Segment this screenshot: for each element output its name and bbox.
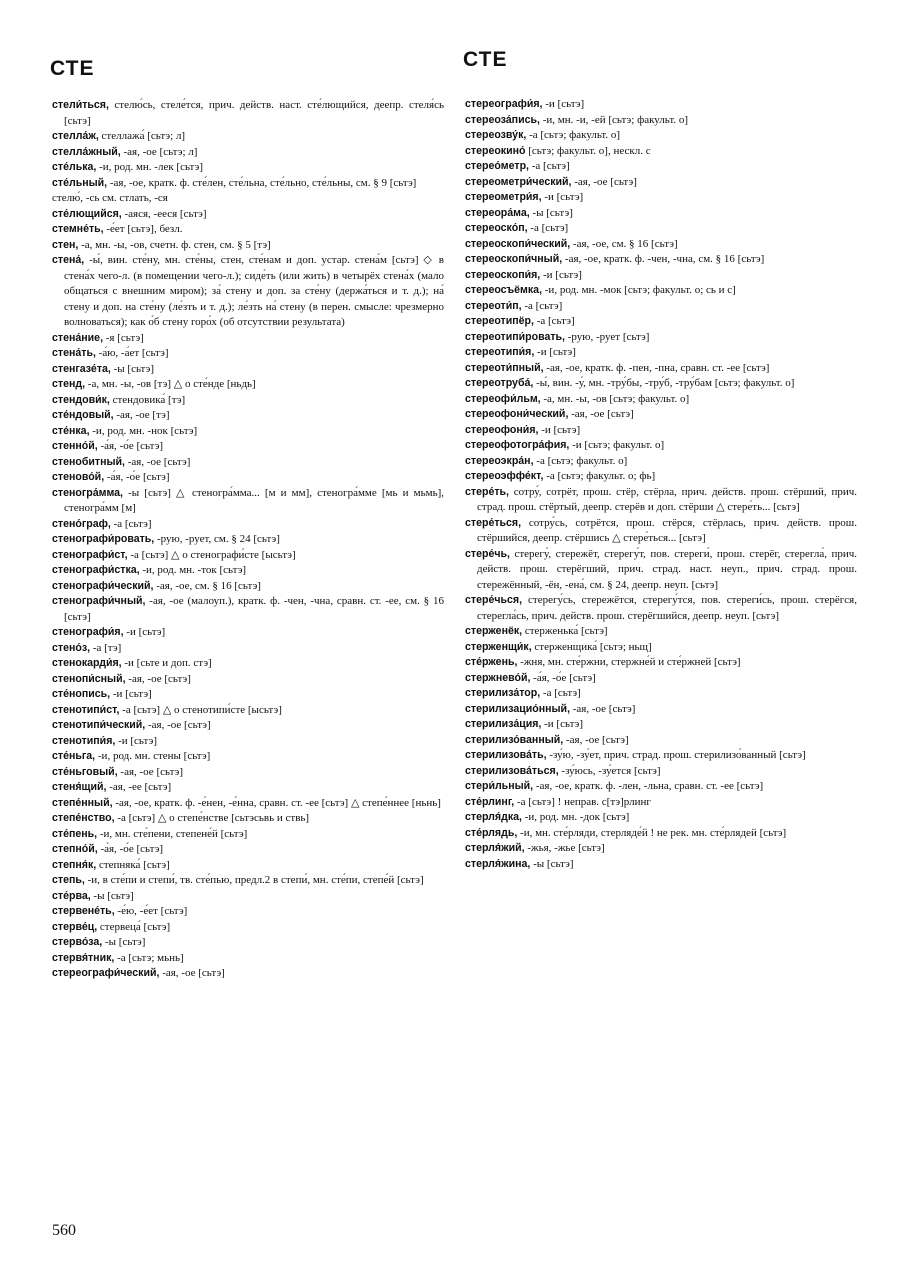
entry-body: -а [сьтэ] △ о стенотипи́сте [ысьтэ] <box>122 703 282 716</box>
dictionary-entry <box>52 145 444 161</box>
headword: стерилиза́ция, <box>465 718 542 730</box>
dictionary-entry <box>52 238 444 254</box>
headword: стере́чь, <box>465 547 510 560</box>
headword: стереометри́я, <box>465 191 542 203</box>
entry-body: -а [сьтэ; факульт. о] <box>529 129 621 141</box>
headword: стерве́ц, <box>52 920 98 933</box>
entry-body: -и [сьтэ] <box>544 191 584 203</box>
entry-body: -ы [сьтэ] <box>533 857 574 870</box>
entry-body: -и [сьтэ] <box>118 734 157 747</box>
dictionary-entry <box>52 424 444 440</box>
dictionary-entry <box>52 687 444 703</box>
dictionary-entry <box>465 299 857 315</box>
headword: стенографи́я, <box>52 626 124 638</box>
headword: стереотипёр, <box>465 315 534 327</box>
headword: стереоско́п, <box>465 222 528 234</box>
headword: сте́лющийся, <box>52 207 122 220</box>
dictionary-entry <box>465 733 857 749</box>
dictionary-entry <box>465 795 857 811</box>
dictionary-entry <box>465 438 857 454</box>
entry-body: -и [сьтэ] <box>112 688 152 700</box>
headword: степе́нный, <box>52 796 113 809</box>
headword: сте́лька, <box>52 161 97 173</box>
entry-body: стервеца́ [сьтэ] <box>99 920 171 933</box>
headword: стереора́ма, <box>465 206 530 219</box>
dictionary-entry <box>52 517 444 533</box>
right-column <box>465 97 857 872</box>
dictionary-entry <box>465 252 857 268</box>
entry-body: -а [тэ] <box>92 641 122 654</box>
headword: стерилизова́ть, <box>465 749 547 761</box>
entry-body: стерегу́сь, стережётся, стерегу́тся, пов. стереги́сь, прош. стерёгся, стерегла́сь, прич. действ. прош. стерёгшийся, деепр. неуп. [сьтэ] <box>477 594 857 622</box>
entry-body: -и, род. мн. -лек [сьтэ] <box>99 161 204 173</box>
headword: стемне́ть, <box>52 223 104 235</box>
dictionary-entry <box>52 656 444 672</box>
entry-body: -а́я, -о́е [сьтэ] <box>106 471 170 483</box>
entry-body: -а [сьтэ] <box>113 517 152 530</box>
headword: стено́з, <box>52 641 91 654</box>
headword: стереографи́я, <box>465 98 543 110</box>
dictionary-entry <box>465 268 857 284</box>
entry-body: стерженька́ [сьтэ] <box>524 625 608 637</box>
headword: сте́пень, <box>52 827 98 840</box>
headword: стенокарди́я, <box>52 657 122 669</box>
entry-body: -ая, -ое [тэ] <box>116 409 170 421</box>
entry-body: -и, мн. сте́пени, степене́й [сьтэ] <box>99 827 248 840</box>
entry-body: -ы [сьтэ] <box>93 889 134 902</box>
headword: сте́нка, <box>52 424 90 437</box>
running-header-right: СТЕ <box>463 48 508 71</box>
dictionary-entry <box>52 873 444 889</box>
dictionary-entry <box>52 811 444 827</box>
entry-body: -е́ет [сьтэ], безл. <box>106 223 183 235</box>
entry-body: -а [сьтэ] △ о стенографи́сте [ысьтэ] <box>130 548 296 561</box>
headword: стена́, <box>52 254 85 266</box>
headword: стерженёк, <box>465 625 523 637</box>
dictionary-entry <box>465 454 857 470</box>
headword: стерилиза́тор, <box>465 687 541 699</box>
dictionary-entry <box>52 780 444 796</box>
headword: стервя́тник, <box>52 951 115 964</box>
headword: степно́й, <box>52 843 98 855</box>
entry-body: -а́ю, -а́ет [сьтэ] <box>98 347 169 359</box>
headword: стенотипи́ст, <box>52 703 120 716</box>
entry-body: -ая, -ое [сьтэ] <box>571 408 634 420</box>
dictionary-entry <box>52 253 444 331</box>
entry-body: -и, род. мн. -ток [сьтэ] <box>142 564 247 576</box>
entry-body: -зу́юсь, -зу́ется [сьтэ] <box>561 764 661 777</box>
dictionary-entry <box>465 376 857 392</box>
dictionary-entry <box>465 190 857 206</box>
headword: сте́нопись, <box>52 688 111 700</box>
entry-body: -а, мн. -ы, -ов [сьтэ; факульт. о] <box>543 392 690 405</box>
headword: стенографи́чный, <box>52 595 146 607</box>
entry-body: -а́я, -о́е [сьтэ] <box>100 440 164 452</box>
dictionary-entry <box>52 749 444 765</box>
entry-body: степняка́ [сьтэ] <box>98 858 170 871</box>
entry-body: -и, род. мн. стены [сьтэ] <box>97 750 211 762</box>
entry-body: -ы́, вин. -у́, мн. -тру́бы, -тру́б, -тру́бам [сьтэ; факульт. о] <box>536 377 795 389</box>
headword: стереосъёмка, <box>465 284 543 296</box>
dictionary-entry <box>52 889 444 905</box>
dictionary-entry <box>465 717 857 733</box>
headword: степь, <box>52 874 85 886</box>
left-column <box>52 98 444 982</box>
entry-body: -и [сьтэ] <box>544 718 584 730</box>
entry-body: -и [сьте и доп. стэ] <box>124 657 212 669</box>
dictionary-entry <box>52 703 444 719</box>
dictionary-entry <box>465 128 857 144</box>
entry-body: -а́я, -о́е [сьтэ] <box>533 671 596 684</box>
entry-body: -и, род. мн. -мок [сьтэ; факульт. о; сь и с] <box>544 284 736 296</box>
entry-body: -ая, -ое [сьтэ] <box>572 702 636 715</box>
headword: стерво́за, <box>52 936 103 948</box>
entry-body: -ая, -ее [сьтэ] <box>109 781 172 793</box>
headword: стели́ться, <box>52 99 109 111</box>
headword: стереоти́пный, <box>465 361 544 374</box>
dictionary-entry <box>52 439 444 455</box>
headword: стерля́дка, <box>465 811 522 823</box>
entry-body: -а, мн. -ы, -ов [тэ] △ о сте́нде [ньдь] <box>87 378 256 390</box>
dictionary-entry <box>465 175 857 191</box>
dictionary-entry <box>52 548 444 564</box>
entry-body: -и, род. мн. -нок [сьтэ] <box>92 424 198 437</box>
entry-body: -жня, мн. сте́ржни, стержне́й и сте́ржней [сьтэ] <box>520 656 741 668</box>
dictionary-entry <box>465 283 857 299</box>
headword: стенографи́стка, <box>52 564 140 576</box>
entry-body: -ая, -ое, кратк. ф. -лен, -льна, сравн. ст. -ее [сьтэ] <box>535 780 764 792</box>
dictionary-entry <box>52 718 444 734</box>
entry-body: сотру́, сотрёт, прош. стёр, стёрла, прич. действ. прош. стёрший, прич. страд. прош. стёртый, деепр. стерёв и доп. стёрши △ стере́ть... [сьтэ] <box>477 485 858 513</box>
entry-body: -ы [сьтэ] <box>113 362 155 375</box>
entry-body: -ая, -ое [сьтэ] <box>162 967 225 979</box>
headword: стере́ть, <box>465 485 509 498</box>
entry-body: -а [сьтэ] △ о степе́нстве [сьтэсьвь и ствь] <box>117 812 310 824</box>
dictionary-entry <box>465 779 857 795</box>
dictionary-entry <box>52 222 444 238</box>
dictionary-entry <box>52 951 444 967</box>
running-header-left: СТЕ <box>50 57 95 80</box>
entry-body: -аяся, -ееся [сьтэ] <box>124 207 207 220</box>
page-number: 560 <box>52 1222 76 1239</box>
headword: стереотипи́я, <box>465 346 535 358</box>
headword: стерилизацио́нный, <box>465 702 571 715</box>
dictionary-entry <box>465 392 857 408</box>
headword: стереофи́льм, <box>465 392 541 405</box>
dictionary-entry <box>52 641 444 657</box>
dictionary-entry <box>465 345 857 361</box>
entry-body: -ая, -ое [сьтэ] <box>128 672 191 685</box>
headword: стенотипи́я, <box>52 734 116 747</box>
dictionary-entry <box>465 748 857 764</box>
entry-body: -ы [сьтэ] <box>532 206 573 219</box>
headword: стереотруба́, <box>465 377 534 389</box>
headword: стереоскопи́я, <box>465 268 541 281</box>
dictionary-entry <box>52 160 444 176</box>
headword: сте́рва, <box>52 889 91 902</box>
dictionary-entry <box>465 624 857 640</box>
dictionary-entry <box>52 331 444 347</box>
headword: стенографи́ст, <box>52 548 128 561</box>
dictionary-entry <box>52 393 444 409</box>
dictionary-entry <box>52 486 444 517</box>
entry-body: -ая, -ое [сьтэ] <box>127 455 191 468</box>
dictionary-entry <box>52 796 444 812</box>
entry-body: -а [сьтэ] <box>531 160 570 172</box>
headword: стеногра́мма, <box>52 486 123 499</box>
headword: стержнево́й, <box>465 671 531 684</box>
dictionary-entry <box>52 563 444 579</box>
headword: стерилизова́ться, <box>465 764 559 777</box>
dictionary-entry <box>52 129 444 145</box>
entry-body: -а [сьтэ] ! неправ. с[тэ]рлинг <box>517 795 651 808</box>
dictionary-entry <box>52 98 444 129</box>
dictionary-entry <box>465 485 857 516</box>
entry-body: -ая, -ое, кратк. ф. -чен, -чна, см. § 16 [сьтэ] <box>564 253 765 265</box>
dictionary-entry <box>52 455 444 471</box>
dictionary-entry <box>52 362 444 378</box>
entry-body: -ая, -ое, кратк. ф. -пен, -пна, сравн. ст. -ее [сьтэ] <box>546 361 770 374</box>
entry-body: -а [сьтэ] <box>524 299 563 312</box>
entry-body: -а [сьтэ] <box>530 222 569 234</box>
dictionary-entry <box>52 346 444 362</box>
headword: стенопи́сный, <box>52 672 126 685</box>
dictionary-entry <box>465 330 857 346</box>
dictionary-entry <box>52 842 444 858</box>
dictionary-entry <box>52 579 444 595</box>
entry-body: -ая, -ое, см. § 16 [сьтэ] <box>156 579 261 592</box>
dictionary-entry <box>52 191 444 207</box>
dictionary-entry <box>465 159 857 175</box>
headword: стенотипи́ческий, <box>52 719 146 731</box>
dictionary-entry <box>465 469 857 485</box>
dictionary-entry <box>52 470 444 486</box>
headword: стенно́й, <box>52 440 98 452</box>
dictionary-entry <box>52 920 444 936</box>
dictionary-entry <box>465 671 857 687</box>
headword: стерля́жина, <box>465 857 531 870</box>
entry-body: [сьтэ; факульт. о], нескл. с <box>528 144 651 157</box>
entry-body: -зу́ю, -зу́ет, прич. страд. прош. стерилизо́ванный [сьтэ] <box>549 749 806 761</box>
headword: стенографи́ческий, <box>52 579 154 592</box>
headword: стена́ть, <box>52 347 96 359</box>
headword: стереоэффе́кт, <box>465 470 544 482</box>
entry-body: -и [сьтэ; факульт. о] <box>572 439 665 451</box>
dictionary-entry <box>465 144 857 160</box>
headword: стенгазе́та, <box>52 362 111 375</box>
entry-body: стелю́, -сь см. стлать, -ся <box>52 192 168 204</box>
headword: сте́ндовый, <box>52 409 114 421</box>
dictionary-entry <box>52 532 444 548</box>
headword: стелла́жный, <box>52 145 121 158</box>
headword: степня́к, <box>52 858 97 871</box>
headword: стен, <box>52 238 79 251</box>
entry-body: -а [сьтэ; факульт. о] <box>536 454 628 467</box>
entry-body: -и, в сте́пи и степи́, тв. сте́пью, предл.2 в степи́, мн. сте́пи, степе́й [сьтэ] <box>87 874 424 886</box>
entry-body: -ы [сьтэ] △ стеногра́мма... [м и мм], стеногра́мме [мь и мьмь], стеногра́мм [м] <box>64 486 445 514</box>
entry-body: -и [сьтэ] <box>545 98 585 110</box>
entry-body: -и [сьтэ] <box>542 268 582 281</box>
headword: стереоти́п, <box>465 299 522 312</box>
dictionary-entry <box>465 237 857 253</box>
entry-body: -ая, -ое [сьтэ] <box>574 175 637 188</box>
entry-body: -рую, -рует, см. § 24 [сьтэ] <box>157 533 280 545</box>
entry-body: -я [сьтэ] <box>105 331 144 344</box>
entry-body: -ая, -ое, см. § 16 [сьтэ] <box>572 237 678 250</box>
entry-body: -а [сьтэ] <box>542 687 581 699</box>
dictionary-entry <box>52 594 444 625</box>
entry-body: -а [сьтэ; факульт. о; фь] <box>546 470 656 482</box>
entry-body: -ая, -ое [сьтэ; л] <box>123 145 198 158</box>
dictionary-entry <box>52 734 444 750</box>
dictionary-entry <box>52 625 444 641</box>
entry-body: стерженщика́ [сьтэ; ньщ] <box>534 640 652 653</box>
headword: стере́ться, <box>465 516 522 529</box>
entry-body: -ая, -ое, кратк. ф. сте́лен, сте́льна, сте́льно, сте́льны, см. § 9 [сьтэ] <box>109 176 417 189</box>
dictionary-entry <box>52 858 444 874</box>
dictionary-entry <box>465 857 857 873</box>
headword: стерля́жий, <box>465 842 525 854</box>
dictionary-entry <box>465 764 857 780</box>
dictionary-entry <box>465 221 857 237</box>
entry-body: -рую, -рует [сьтэ] <box>567 330 650 343</box>
entry-body: -и [сьтэ] <box>537 346 576 358</box>
headword: стерилизо́ванный, <box>465 733 564 746</box>
headword: сте́льный, <box>52 176 108 189</box>
dictionary-entry <box>465 841 857 857</box>
headword: стервене́ть, <box>52 905 115 917</box>
entry-body: -а, мн. -ы, -ов, счетн. ф. стен, см. § 5 [тэ] <box>81 238 271 251</box>
entry-body: стеллажа́ [сьтэ; л] <box>101 130 186 142</box>
entry-body: -и, род. мн. -док [сьтэ] <box>524 811 630 823</box>
headword: стере́чься, <box>465 594 523 606</box>
dictionary-entry <box>52 377 444 393</box>
entry-body: сотру́сь, сотрётся, прош. стёрся, стёрлась, прич. действ. прош. стёршийся, деепр. стёршись △ стере́ться... [сьтэ] <box>477 516 858 544</box>
headword: стендови́к, <box>52 393 110 406</box>
dictionary-entry <box>465 655 857 671</box>
dictionary-entry <box>465 206 857 222</box>
headword: стена́ние, <box>52 331 104 344</box>
entry-body: стендовика́ [тэ] <box>112 393 186 406</box>
dictionary-entry <box>52 765 444 781</box>
entry-body: -а [сьтэ; мьнь] <box>117 951 184 964</box>
entry-body: -и, мн. сте́рляди, стерляде́й ! не рек. мн. сте́рлядей [сьтэ] <box>520 826 787 839</box>
headword: стереоскопи́ческий, <box>465 237 571 250</box>
entry-body: -а́я, -о́е [сьтэ] <box>100 843 164 855</box>
headword: стеня́щий, <box>52 781 107 793</box>
headword: стереофотогра́фия, <box>465 439 570 451</box>
headword: стенобитный, <box>52 455 125 468</box>
entry-body: -и, мн. -и, -ей [сьтэ; факульт. о] <box>542 113 689 126</box>
dictionary-entry <box>52 904 444 920</box>
headword: стери́льный, <box>465 780 534 792</box>
entry-body: -е́ю, -е́ет [сьтэ] <box>117 905 188 917</box>
headword: сте́ньга, <box>52 750 96 762</box>
dictionary-entry <box>52 408 444 424</box>
dictionary-entry <box>465 810 857 826</box>
entry-body: -ая, -ое [сьтэ] <box>566 733 629 746</box>
dictionary-entry <box>52 966 444 982</box>
dictionary-entry <box>465 97 857 113</box>
headword: стелла́ж, <box>52 130 99 142</box>
entry-body: стерегу́, стережёт, стерегу́т, пов. стереги́, прош. стерёг, стерегла́, прич. действ. прош. стерёгший, прич. страд. наст. неуп., прич. страд. прош. стережённый, -ён, -ена́, см. § 24, деепр. неуп. [сьтэ] <box>477 547 858 591</box>
entry-body: -ы [сьтэ] <box>105 936 146 948</box>
dictionary-entry <box>52 176 444 192</box>
dictionary-entry <box>52 935 444 951</box>
headword: сте́ньговый, <box>52 765 118 778</box>
headword: стено́граф, <box>52 517 111 530</box>
entry-body: -жья, -жье [сьтэ] <box>527 842 605 854</box>
entry-body: -ая, -ое (малоуп.), кратк. ф. -чен, -чна, сравн. ст. -ее, см. § 16 [сьтэ] <box>64 595 445 623</box>
entry-body: -ы́, вин. сте́ну, мн. сте́ны, стен, сте́нам и доп. устар. стена́м [сьтэ] ◇ в стена́х чего-л. (в помещении чего-л.); сиде́ть (или жить) в четырёх стена́х (мало общаться с внешним миром); за́ стену и доп. за сте́ну (держа́ться и т. д.); на́ стену и доп. на сте́ну (ле́зть и т. д.); ле́зть на́ стену (в перен. смысле: чрезмерно волноваться); как о́б стену горо́х (об отсутствии результата) <box>64 254 444 328</box>
entry-body: -ая, -ое [сьтэ] <box>120 765 184 778</box>
dictionary-entry <box>465 686 857 702</box>
entry-body: стелю́сь, стеле́тся, прич. действ. наст. сте́лющийся, деепр. стеля́сь [сьтэ] <box>64 99 444 127</box>
dictionary-entry <box>52 207 444 223</box>
dictionary-entry <box>465 702 857 718</box>
entry-body: -а [сьтэ] <box>536 315 575 327</box>
headword: стерженщи́к, <box>465 640 532 653</box>
entry-body: -ая, -ое [сьтэ] <box>148 719 211 731</box>
dictionary-entry <box>465 516 857 547</box>
headword: стенографи́ровать, <box>52 533 155 545</box>
dictionary-entry <box>465 640 857 656</box>
dictionary-entry <box>465 361 857 377</box>
entry-body: -ая, -ое, кратк. ф. -е́нен, -е́нна, сравн. ст. -ее [сьтэ] △ степе́ннее [ньнь] <box>115 796 441 809</box>
dictionary-entry <box>465 113 857 129</box>
headword: стенд, <box>52 378 86 390</box>
headword: стереотипи́ровать, <box>465 330 566 343</box>
dictionary-entry <box>465 314 857 330</box>
headword: стереофони́я, <box>465 423 539 436</box>
headword: сте́рлядь, <box>465 826 518 839</box>
dictionary-entry <box>52 827 444 843</box>
headword: стереокино́ <box>465 144 526 157</box>
headword: стереоскопи́чный, <box>465 253 563 265</box>
headword: степе́нство, <box>52 812 115 824</box>
dictionary-entry <box>465 407 857 423</box>
headword: стереофони́ческий, <box>465 408 569 420</box>
headword: сте́ржень, <box>465 656 518 668</box>
headword: стереоза́пись, <box>465 113 540 126</box>
dictionary-entry <box>465 593 857 624</box>
entry-body: -и [сьтэ] <box>541 423 581 436</box>
dictionary-entry <box>465 547 857 594</box>
headword: стерео́метр, <box>465 160 529 172</box>
headword: стереозву́к, <box>465 129 527 141</box>
dictionary-entry <box>465 423 857 439</box>
headword: сте́рлинг, <box>465 795 515 808</box>
dictionary-entry <box>52 672 444 688</box>
entry-body: -и [сьтэ] <box>126 626 166 638</box>
headword: стереоэкра́н, <box>465 454 534 467</box>
headword: стереометри́ческий, <box>465 175 572 188</box>
dictionary-entry <box>465 826 857 842</box>
headword: стереографи́ческий, <box>52 967 160 979</box>
headword: стеново́й, <box>52 471 105 483</box>
